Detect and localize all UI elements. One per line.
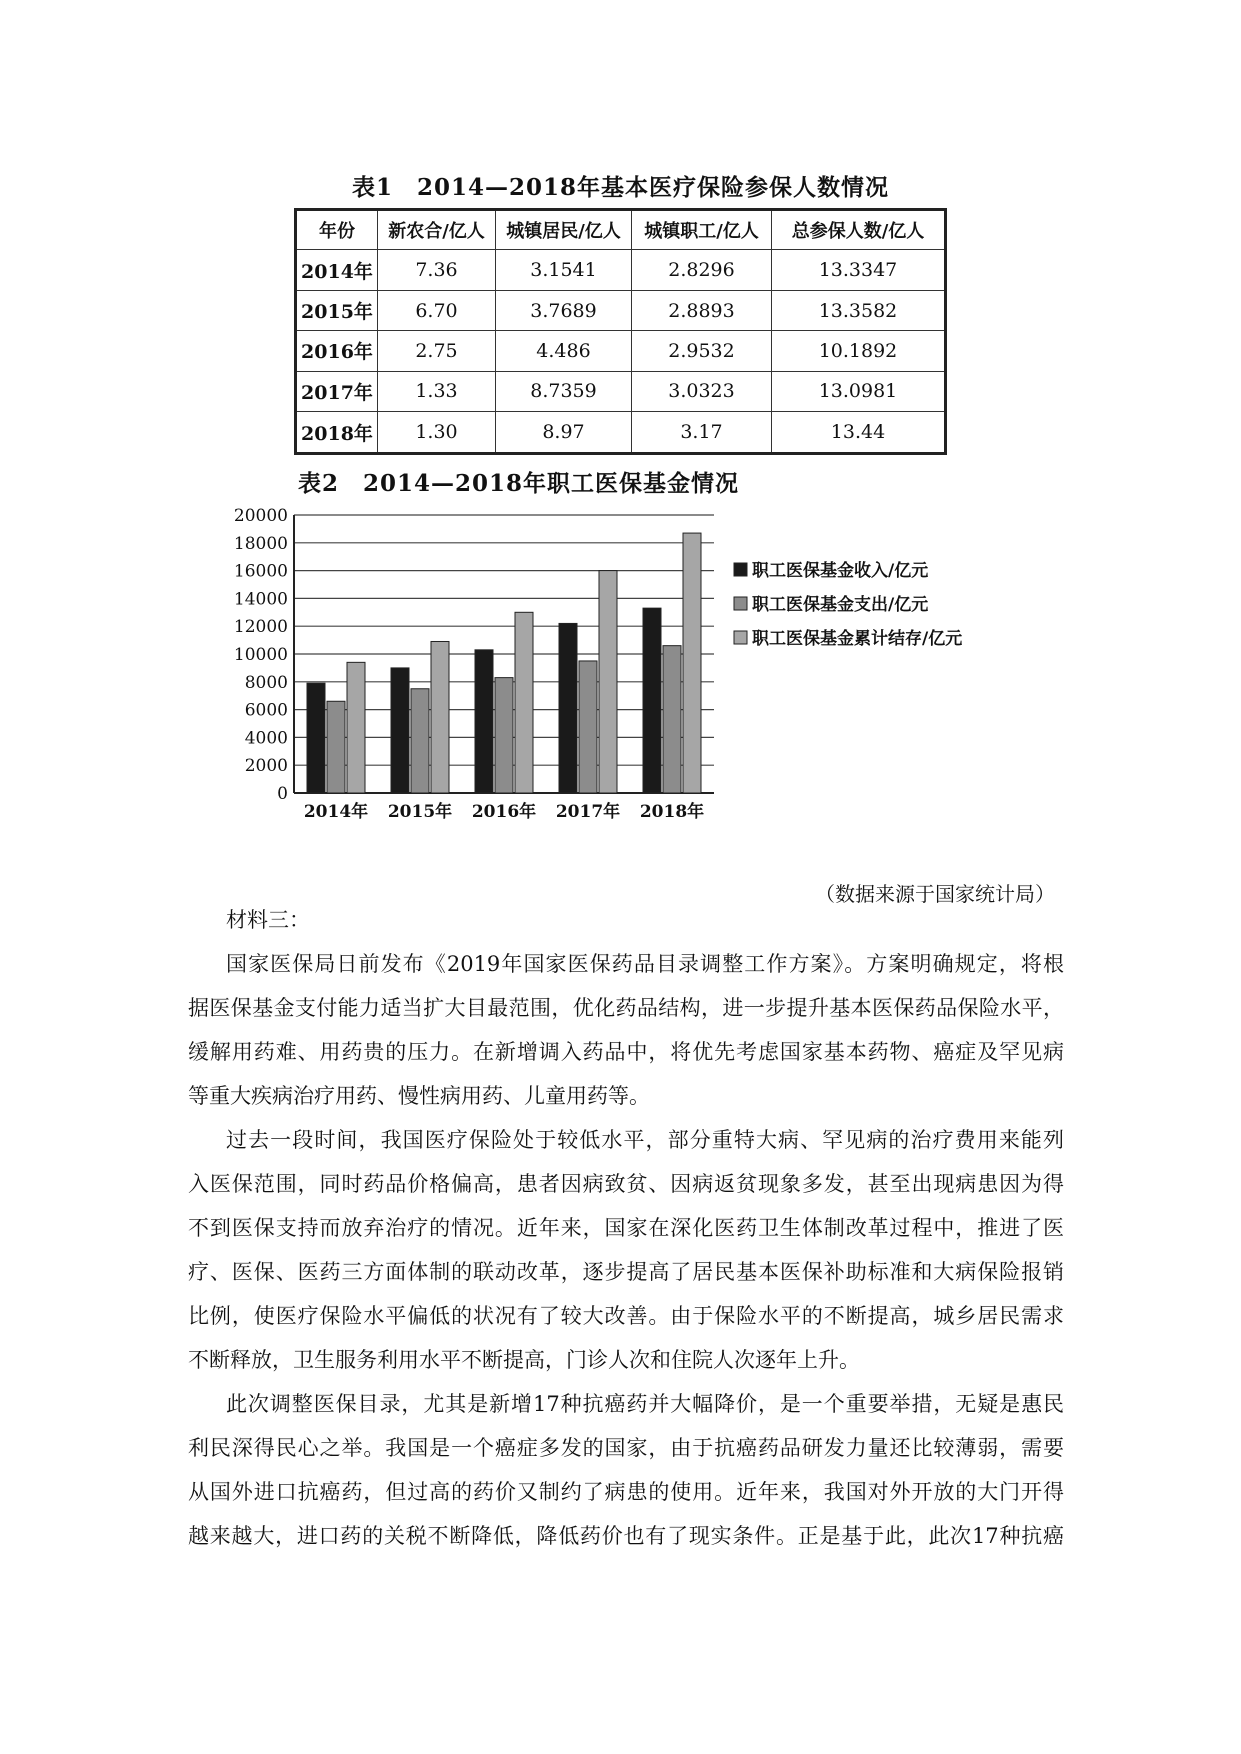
bar [683,533,701,793]
text-line: 比例，使医疗保险水平偏低的状况有了较大改善。由于保险水平的不断提高，城乡居民需求 [188,1304,1064,1328]
table-cell: 13.0981 [772,371,946,411]
legend-label: 职工医保基金收入/亿元 [752,561,929,581]
text-line: 据医保基金支付能力适当扩大目最范围，优化药品结构，进一步提升基本医保药品保险水平， [188,996,1064,1020]
table-row [296,412,946,454]
table1-title: 表1 2014—2018年基本医疗保险参保人数情况 [351,174,890,201]
text-line: 过去一段时间，我国医疗保险处于较低水平，部分重特大病、罕见病的治疗费用来能列 [226,1128,1064,1152]
y-tick-label: 2000 [244,756,288,777]
header-cell: 新农合/亿人 [378,210,496,250]
y-tick-label: 14000 [233,589,288,610]
x-tick-label: 2015年 [387,802,453,822]
text-line: 等重大疾病治疗用药、慢性病用药、儿童用药等。 [188,1084,650,1108]
data-source-note: （数据来源于国家统计局） [815,882,1055,906]
y-tick-label: 8000 [244,672,288,693]
table-cell: 1.30 [378,412,496,454]
y-tick-label: 6000 [244,700,288,721]
header-cell: 年份 [296,210,378,250]
paragraph-1 [188,942,1064,1118]
table-cell: 2.8893 [632,290,772,330]
text-line: 利民深得民心之举。我国是一个癌症多发的国家，由于抗癌药品研发力量还比较薄弱，需要 [188,1436,1064,1460]
bar [559,623,577,793]
y-tick-label: 16000 [233,561,288,582]
text-line: 从国外进口抗癌药，但过高的药价又制约了病患的使用。近年来，我国对外开放的大门开得 [188,1480,1064,1504]
bar [663,646,681,793]
bar [475,650,493,793]
legend-label: 职工医保基金累计结存/亿元 [752,629,963,649]
text-line: 越来越大，进口药的关税不断降低，降低药价也有了现实条件。正是基于此，此次17种抗癌 [188,1524,1064,1548]
legend-swatch [734,631,747,644]
x-tick-label: 2014年 [303,802,369,822]
table-cell: 13.3582 [772,290,946,330]
text-line: 不到医保支持而放弃治疗的情况。近年来，国家在深化医药卫生体制改革过程中，推进了医 [188,1216,1064,1240]
insurance-table [294,208,947,455]
table-cell: 2018年 [296,412,378,454]
table-cell: 2016年 [296,331,378,371]
table-row [296,250,946,290]
table-cell: 2015年 [296,290,378,330]
header-cell: 城镇职工/亿人 [632,210,772,250]
table-cell: 1.33 [378,371,496,411]
x-tick-label: 2017年 [555,802,621,822]
bar [579,661,597,793]
y-tick-label: 12000 [233,617,288,638]
table-cell: 2017年 [296,371,378,411]
bar [411,689,429,793]
x-tick-label: 2016年 [471,802,537,822]
bar [599,571,617,793]
chart-title: 表2 2014—2018年职工医保基金情况 [298,470,740,497]
table-cell: 13.44 [772,412,946,454]
table-cell: 7.36 [378,250,496,290]
table-cell: 2.75 [378,331,496,371]
bar [347,662,365,793]
bar [391,668,409,793]
text-line: 入医保范围，同时药品价格偏高，患者因病致贫、因病返贫现象多发，甚至出现病患因为得 [188,1172,1064,1196]
bar [515,612,533,793]
header-cell: 总参保人数/亿人 [772,210,946,250]
table-row [296,331,946,371]
bar [495,678,513,793]
bar [307,683,325,793]
table-row [296,371,946,411]
table-cell: 10.1892 [772,331,946,371]
y-tick-label: 4000 [244,728,288,749]
bar [643,608,661,793]
legend-swatch [734,597,747,610]
y-tick-label: 20000 [233,506,288,526]
text-line: 国家医保局日前发布《2019年国家医保药品目录调整工作方案》。方案明确规定，将根 [226,952,1064,976]
y-tick-label: 18000 [233,533,288,554]
y-tick-label: 10000 [233,645,288,665]
table-cell: 3.0323 [632,371,772,411]
text-line: 此次调整医保目录，尤其是新增17种抗癌药并大幅降价，是一个重要举措，无疑是惠民 [226,1392,1064,1416]
paragraph-2 [188,1118,1064,1382]
table-row [296,290,946,330]
y-tick-label: 0 [277,784,288,804]
table-cell: 6.70 [378,290,496,330]
table-cell: 2.8296 [632,250,772,290]
table-cell: 3.17 [632,412,772,454]
bar [327,701,345,793]
legend-swatch [734,563,747,576]
table-cell: 3.7689 [496,290,632,330]
table-cell: 8.7359 [496,371,632,411]
header-cell: 城镇居民/亿人 [496,210,632,250]
table-cell: 2014年 [296,250,378,290]
bar [431,641,449,793]
fund-bar-chart [228,505,1018,823]
legend-label: 职工医保基金支出/亿元 [752,595,929,615]
text-line: 疗、医保、医药三方面体制的联动改革，逐步提高了居民基本医保补助标准和大病保险报销 [188,1260,1064,1284]
table-cell: 8.97 [496,412,632,454]
text-line: 不断释放，卫生服务利用水平不断提高，门诊人次和住院人次逐年上升。 [188,1348,860,1372]
table-cell: 4.486 [496,331,632,371]
table-cell: 13.3347 [772,250,946,290]
table-cell: 3.1541 [496,250,632,290]
paragraph-3 [188,1382,1064,1558]
table-cell: 2.9532 [632,331,772,371]
x-tick-label: 2018年 [639,802,705,822]
material-heading: 材料三： [226,908,310,932]
text-line: 缓解用药难、用药贵的压力。在新增调入药品中，将优先考虑国家基本药物、癌症及罕见病 [188,1040,1064,1064]
table-header-row [296,210,946,250]
